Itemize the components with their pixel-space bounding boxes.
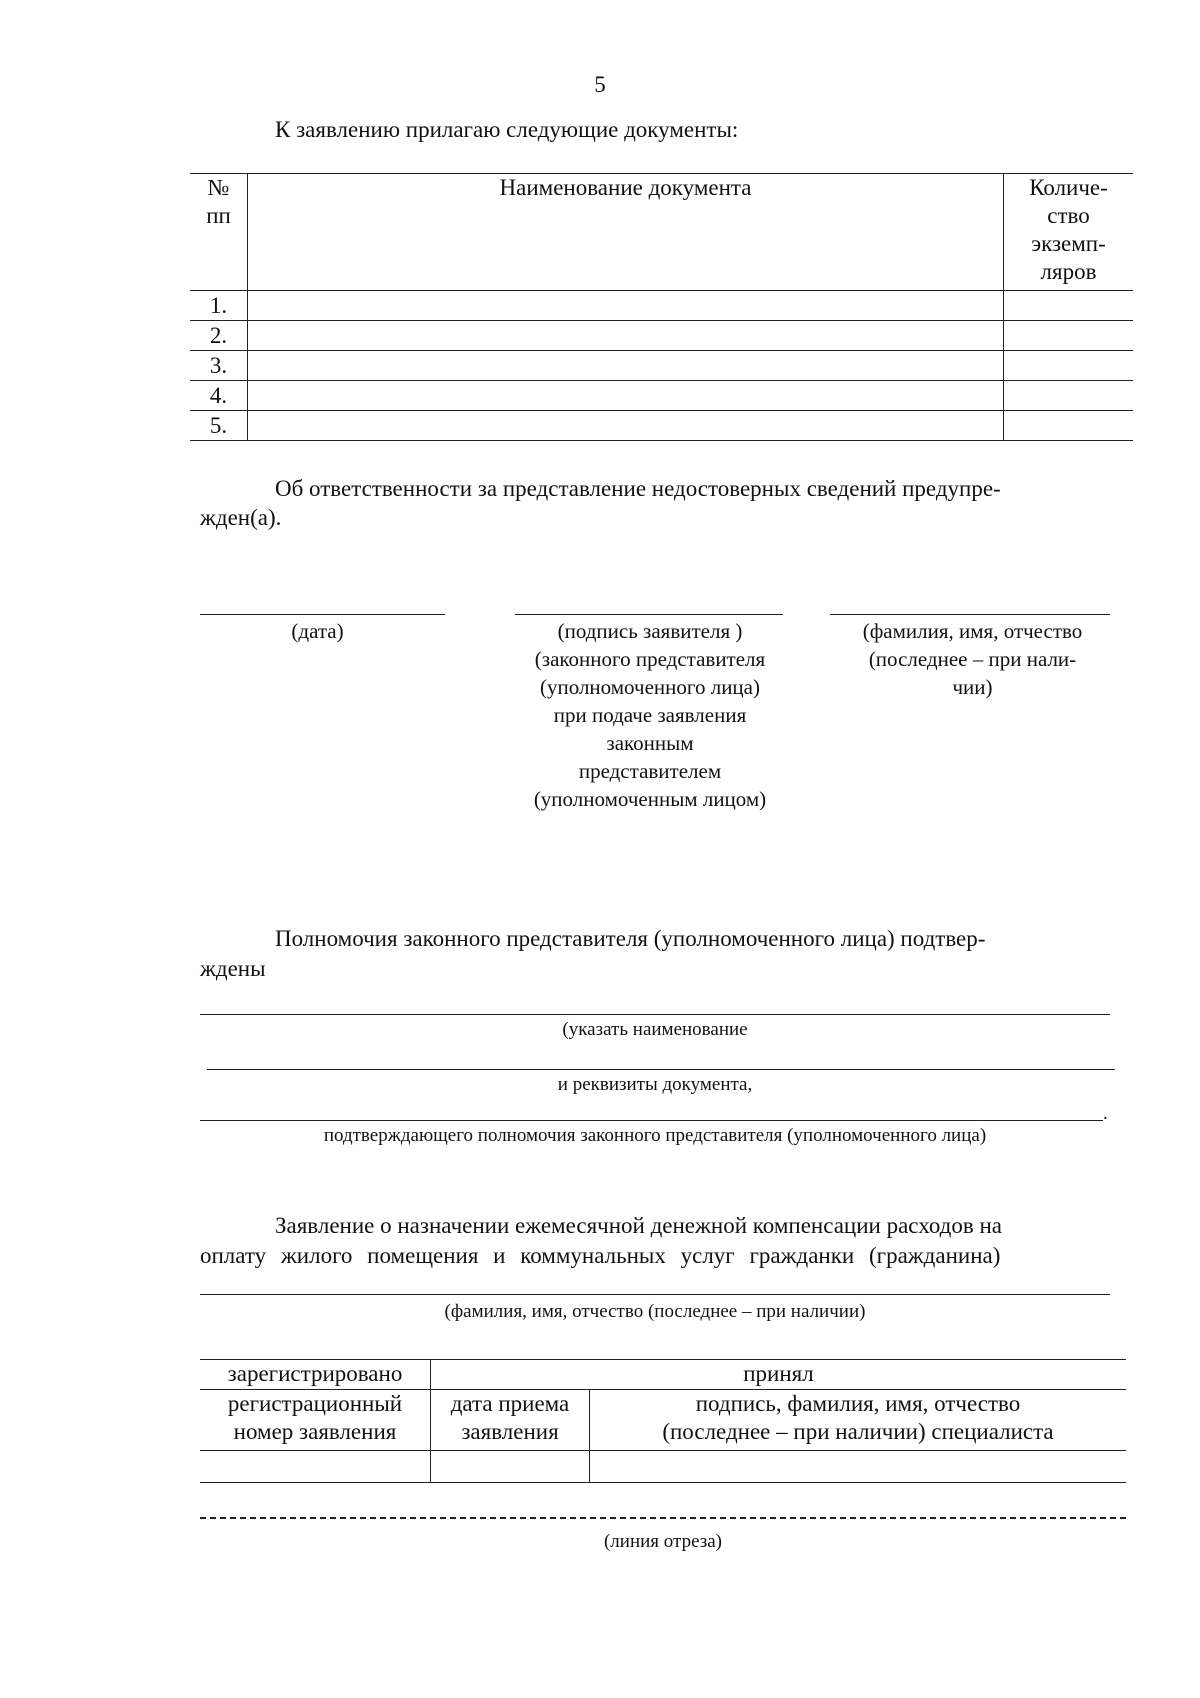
registered-label: зарегистрировано bbox=[200, 1360, 431, 1390]
signature-caption-line: законным bbox=[606, 731, 694, 755]
specialist-header bbox=[590, 1390, 1127, 1451]
application-line2: оплату жилого помещения и коммунальных услуг гражданки (гражданина) bbox=[200, 1243, 1001, 1268]
full-name-caption-line: чии) bbox=[952, 675, 993, 699]
document-name-cell[interactable] bbox=[248, 411, 1004, 441]
acceptance-date-header-line1: дата приема bbox=[450, 1391, 570, 1416]
reg-number-header-line2: номер заявления bbox=[233, 1419, 397, 1444]
header-number-line1: № bbox=[207, 175, 230, 200]
attachments-intro: К заявлению прилагаю следующие документы: bbox=[275, 117, 739, 142]
cut-line bbox=[200, 1517, 1126, 1519]
registration-subheader-row bbox=[200, 1390, 1126, 1451]
authority-doc-confirm-line[interactable] bbox=[200, 1120, 1103, 1121]
quantity-cell[interactable] bbox=[1004, 321, 1134, 351]
full-name-caption bbox=[830, 617, 1115, 701]
document-name-cell[interactable] bbox=[248, 351, 1004, 381]
table-row bbox=[190, 351, 1133, 381]
acceptance-date-cell[interactable] bbox=[431, 1451, 590, 1483]
specialist-header-line2: (последнее – при наличии) специалиста bbox=[662, 1419, 1054, 1444]
registration-header-row bbox=[200, 1360, 1126, 1390]
row-number: 4. bbox=[190, 381, 248, 411]
signature-caption-line: (уполномоченного лица) bbox=[540, 675, 760, 699]
authority-caption2: и реквизиты документа, bbox=[557, 1074, 753, 1095]
authority-doc-details-line[interactable] bbox=[207, 1069, 1115, 1070]
header-quantity-line4: ляров bbox=[1040, 259, 1097, 284]
header-number bbox=[190, 174, 248, 291]
header-document-name: Наименование документа bbox=[248, 174, 1004, 291]
signature-caption-line: представителем bbox=[578, 759, 722, 783]
row-number: 5. bbox=[190, 411, 248, 441]
document-name-cell[interactable] bbox=[248, 321, 1004, 351]
authority-end-mark: . bbox=[1103, 1103, 1108, 1124]
reg-number-cell[interactable] bbox=[200, 1451, 431, 1483]
specialist-header-line1: подпись, фамилия, имя, отчество bbox=[695, 1391, 1021, 1416]
row-number: 2. bbox=[190, 321, 248, 351]
document-name-cell[interactable] bbox=[248, 291, 1004, 321]
quantity-cell[interactable] bbox=[1004, 381, 1134, 411]
header-number-line2: пп bbox=[206, 203, 231, 228]
authority-caption1: (указать наименование bbox=[562, 1019, 748, 1040]
application-line1: Заявление о назначении ежемесячной денежной компенсации расходов на bbox=[275, 1213, 1003, 1238]
table-row bbox=[190, 321, 1133, 351]
full-name-caption-line: (фамилия, имя, отчество bbox=[862, 619, 1083, 643]
signature-caption-line: (законного представителя bbox=[534, 647, 766, 671]
date-line[interactable] bbox=[200, 614, 445, 615]
quantity-cell[interactable] bbox=[1004, 411, 1134, 441]
acceptance-date-header bbox=[431, 1390, 590, 1451]
signature-caption bbox=[505, 617, 795, 813]
signature-caption-line: при подаче заявления bbox=[553, 703, 747, 727]
documents-table bbox=[190, 173, 1133, 441]
signature-caption-line: (подпись заявителя ) bbox=[557, 619, 743, 643]
header-quantity-line2: ство bbox=[1047, 203, 1090, 228]
table-row bbox=[190, 411, 1133, 441]
page-number: 5 bbox=[594, 72, 606, 97]
responsibility-line2: жден(а). bbox=[200, 505, 282, 530]
header-quantity bbox=[1004, 174, 1134, 291]
document-name-cell[interactable] bbox=[248, 381, 1004, 411]
responsibility-line1: Об ответственности за представление недостоверных сведений предупре- bbox=[275, 476, 1001, 501]
header-quantity-line3: экземп- bbox=[1031, 231, 1106, 256]
cut-line-caption: (линия отреза) bbox=[603, 1531, 723, 1552]
documents-table-header bbox=[190, 174, 1133, 291]
accepted-label: принял bbox=[431, 1360, 1127, 1390]
reg-number-header-line1: регистрационный bbox=[227, 1391, 403, 1416]
registration-entry-row bbox=[200, 1451, 1126, 1483]
header-quantity-line1: Количе- bbox=[1029, 175, 1108, 200]
authority-caption3: подтверждающего полномочия законного представителя (уполномоченного лица) bbox=[323, 1125, 987, 1146]
quantity-cell[interactable] bbox=[1004, 351, 1134, 381]
registration-table bbox=[200, 1359, 1126, 1483]
application-caption: (фамилия, имя, отчество (последнее – при наличии) bbox=[444, 1301, 866, 1322]
table-row bbox=[190, 291, 1133, 321]
row-number: 3. bbox=[190, 351, 248, 381]
table-row bbox=[190, 381, 1133, 411]
applicant-name-line[interactable] bbox=[200, 1294, 1110, 1295]
authority-doc-name-line[interactable] bbox=[200, 1014, 1110, 1015]
full-name-caption-line: (последнее – при нали- bbox=[868, 647, 1077, 671]
row-number: 1. bbox=[190, 291, 248, 321]
reg-number-header bbox=[200, 1390, 431, 1451]
date-caption: (дата) bbox=[291, 619, 344, 643]
signature-line[interactable] bbox=[515, 614, 783, 615]
signature-caption-line: (уполномоченным лицом) bbox=[533, 787, 767, 811]
acceptance-date-header-line2: заявления bbox=[461, 1419, 559, 1444]
authority-line1: Полномочия законного представителя (уполномоченного лица) подтвер- bbox=[275, 926, 986, 951]
full-name-line[interactable] bbox=[830, 614, 1110, 615]
specialist-cell[interactable] bbox=[590, 1451, 1127, 1483]
authority-line2: ждены bbox=[200, 956, 266, 981]
quantity-cell[interactable] bbox=[1004, 291, 1134, 321]
